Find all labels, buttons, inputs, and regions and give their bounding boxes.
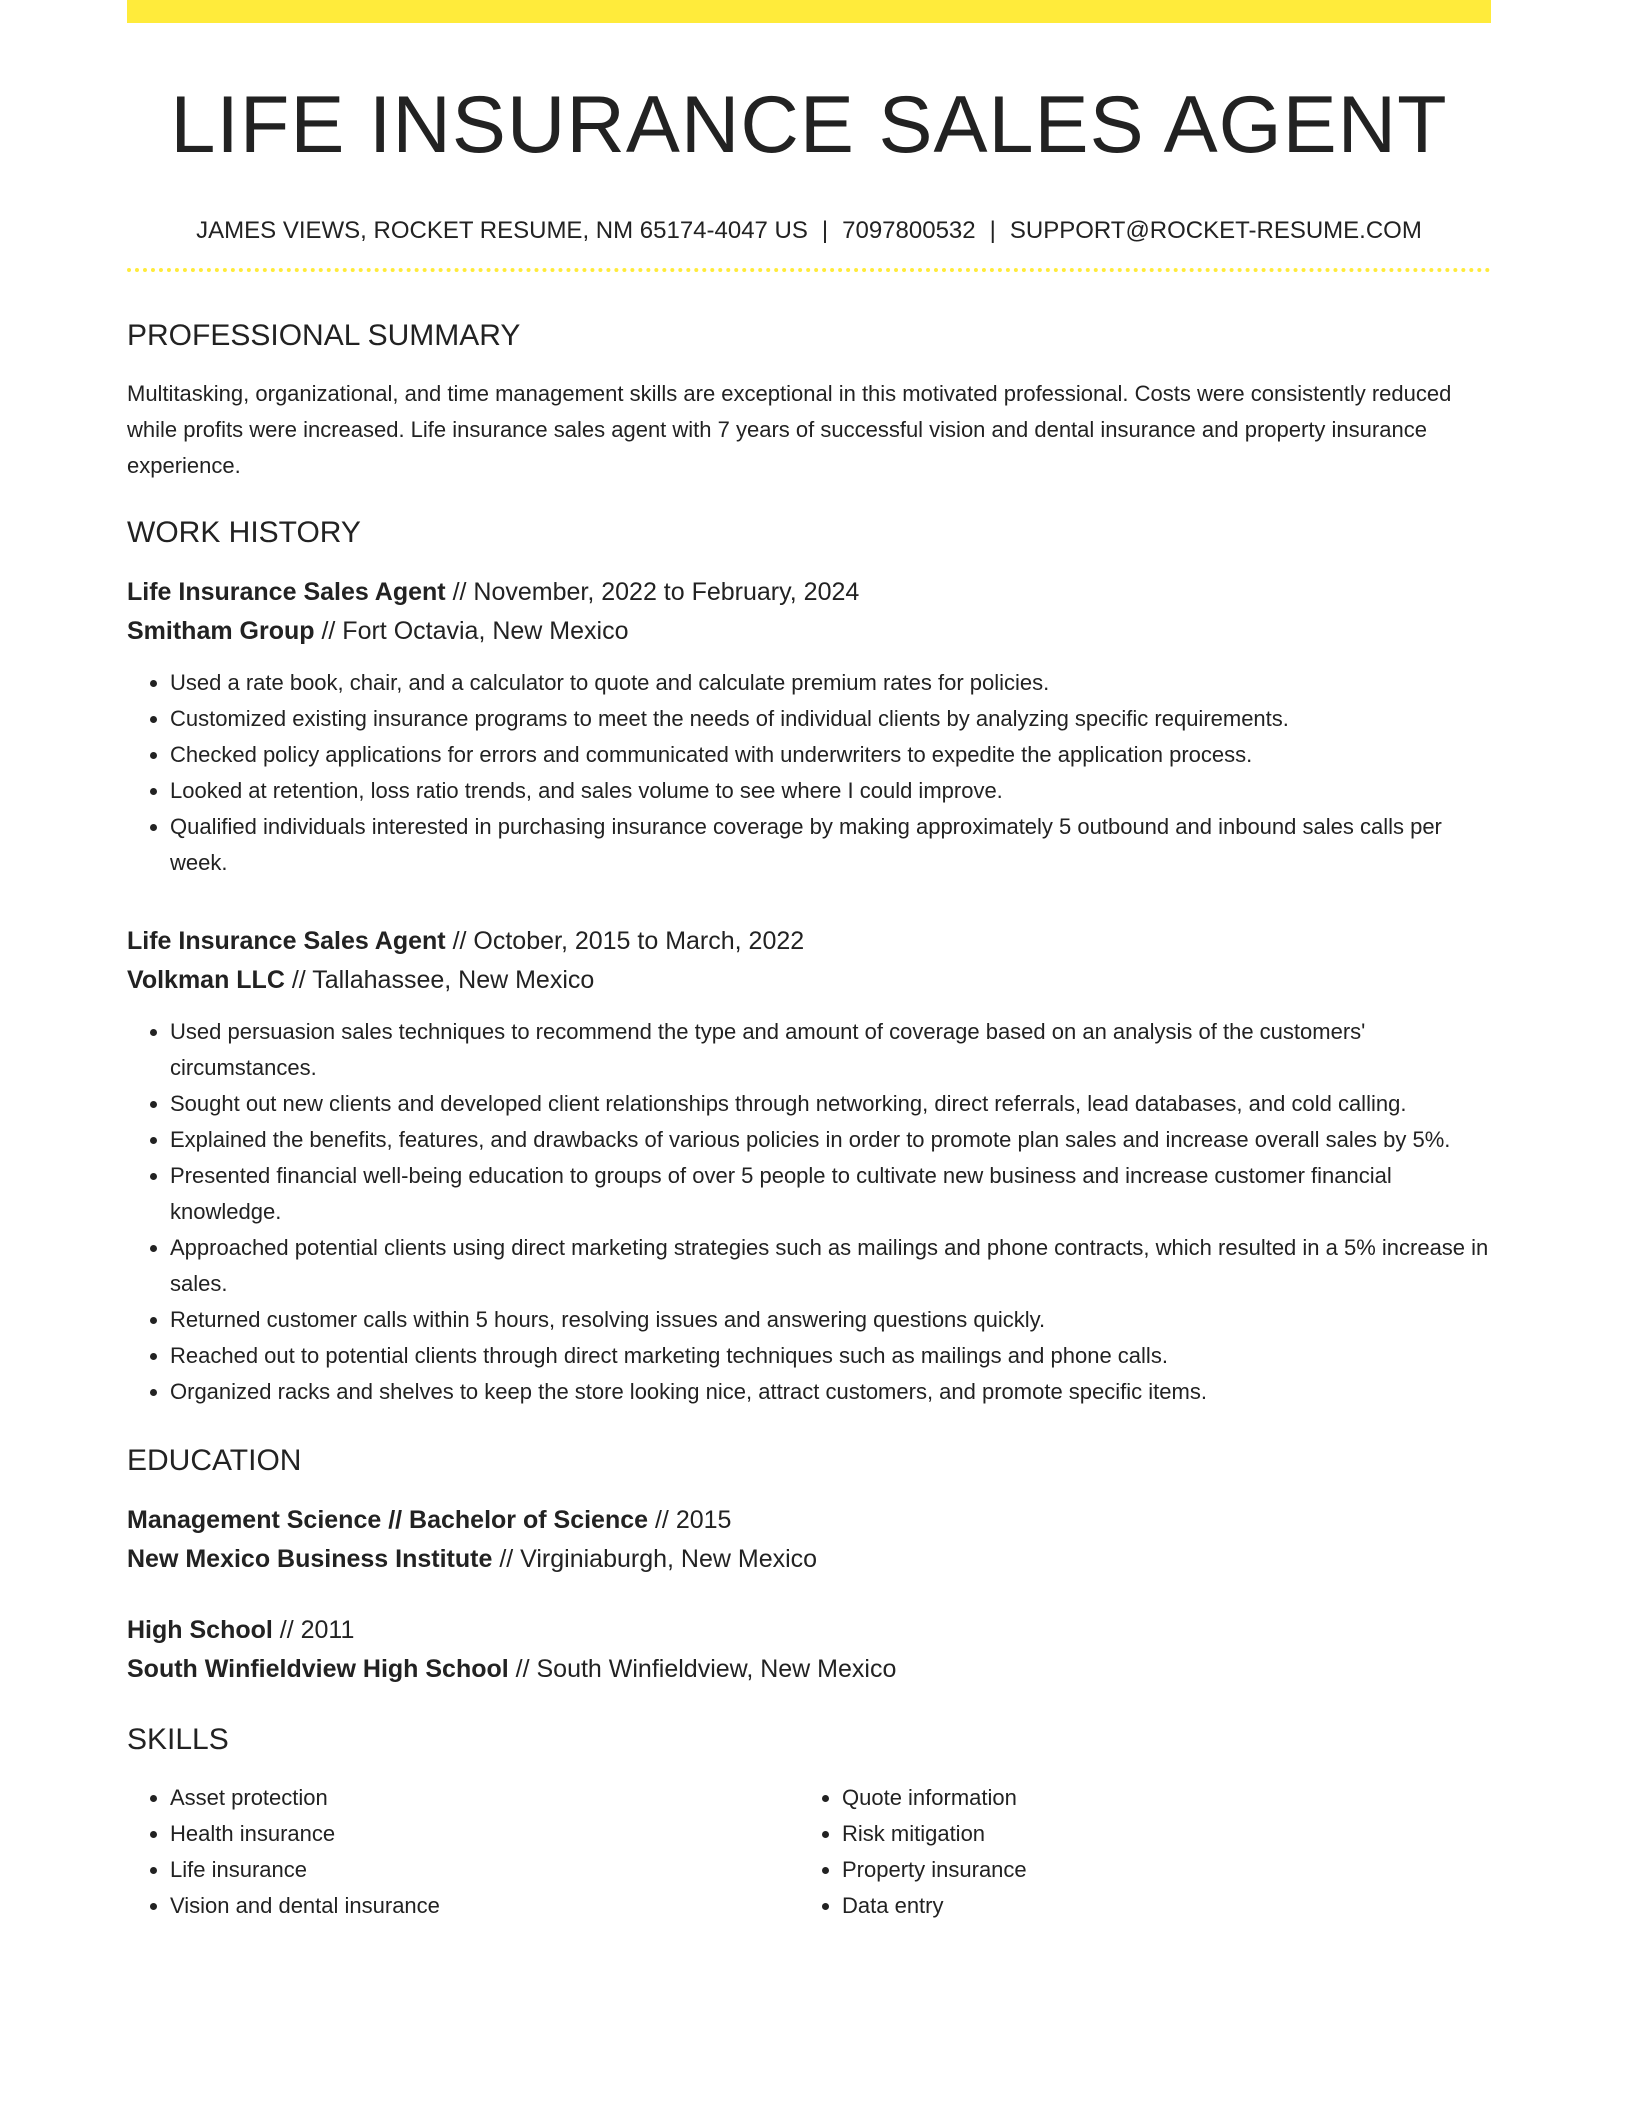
job-title: Life Insurance Sales Agent <box>127 577 446 606</box>
job-entry <box>127 573 1491 881</box>
education-year: // 2011 <box>272 1615 355 1644</box>
job-duty: • Customized existing insurance programs to meet the needs of individual clients by analyzing specific requirements. <box>170 701 1491 737</box>
skill-item: • Data entry <box>842 1888 1471 1924</box>
education-school-line <box>127 1650 1491 1689</box>
skill-item: • Risk mitigation <box>842 1816 1471 1852</box>
skill-item: • Quote information <box>842 1780 1471 1816</box>
contact-line <box>127 217 1491 246</box>
education-location: // South Winfieldview, New Mexico <box>508 1654 897 1683</box>
resume-page <box>127 0 1491 1924</box>
job-dates: // October, 2015 to March, 2022 <box>445 926 805 955</box>
education-school-line <box>127 1540 1491 1579</box>
education-degree: Management Science // Bachelor of Science <box>127 1505 649 1534</box>
job-location: // Fort Octavia, New Mexico <box>314 616 629 645</box>
contact-separator: | <box>821 217 829 244</box>
skills-list-right <box>799 1780 1471 1924</box>
job-location: // Tallahassee, New Mexico <box>284 965 595 994</box>
skill-item: • Life insurance <box>170 1852 799 1888</box>
accent-top-bar <box>127 0 1491 23</box>
job-title-line <box>127 922 1491 961</box>
job-duty: • Returned customer calls within 5 hours, resolving issues and answering questions quickly. <box>170 1302 1491 1338</box>
job-duty: • Explained the benefits, features, and drawbacks of various policies in order to promote plan sales and increase overall sales by 5%. <box>170 1122 1491 1158</box>
contact-address: JAMES VIEWS, ROCKET RESUME, NM 65174-4047 US <box>196 217 808 244</box>
skill-item: • Health insurance <box>170 1816 799 1852</box>
education-degree-line <box>127 1611 1491 1650</box>
work-history-heading: WORK HISTORY <box>127 515 361 549</box>
job-duty: • Qualified individuals interested in purchasing insurance coverage by making approximately 5 outbound and inbound sales calls per week. <box>170 809 1491 881</box>
job-duties-list <box>127 1014 1491 1410</box>
contact-separator: | <box>989 217 996 244</box>
job-duty: • Looked at retention, loss ratio trends, and sales volume to see where I could improve. <box>170 773 1491 809</box>
education-location: // Virginiaburgh, New Mexico <box>492 1544 818 1573</box>
job-duty: • Organized racks and shelves to keep the store looking nice, attract customers, and promote specific items. <box>170 1374 1491 1410</box>
job-title: Life Insurance Sales Agent <box>127 926 446 955</box>
job-duty: • Sought out new clients and developed client relationships through networking, direct referrals, lead databases, and cold calling. <box>170 1086 1491 1122</box>
education-school: New Mexico Business Institute <box>127 1544 493 1573</box>
education-degree-line <box>127 1501 1491 1540</box>
education-entry <box>127 1611 1491 1689</box>
job-entry <box>127 922 1491 1410</box>
skill-item: • Vision and dental insurance <box>170 1888 799 1924</box>
skills-columns <box>127 1780 1491 1924</box>
job-company-line <box>127 612 1491 651</box>
job-company: Volkman LLC <box>127 965 285 994</box>
skills-heading: SKILLS <box>127 1722 229 1756</box>
education-heading: EDUCATION <box>127 1443 302 1477</box>
education-entry <box>127 1501 1491 1579</box>
skill-item: • Property insurance <box>842 1852 1471 1888</box>
contact-phone: 7097800532 <box>842 217 976 244</box>
job-company-line <box>127 961 1491 1000</box>
job-duty: • Checked policy applications for errors and communicated with underwriters to expedite the application process. <box>170 737 1491 773</box>
job-duties-list <box>127 665 1491 881</box>
summary-text: Multitasking, organizational, and time management skills are exceptional in this motivated professional. Costs were consistently reduced while profits were increased. Life insurance sales agent with 7 years of successful vision and dental insurance and property insurance experience. <box>127 380 1452 478</box>
summary-heading: PROFESSIONAL SUMMARY <box>127 318 521 352</box>
job-company: Smitham Group <box>127 616 315 645</box>
contact-email: SUPPORT@ROCKET-RESUME.COM <box>1009 217 1422 244</box>
job-title-line <box>127 573 1491 612</box>
education-school: South Winfieldview High School <box>127 1654 509 1683</box>
education-year: // 2015 <box>648 1505 732 1534</box>
skill-item: • Asset protection <box>170 1780 799 1816</box>
job-duty: • Presented financial well-being education to groups of over 5 people to cultivate new business and increase customer financial knowledge. <box>170 1158 1491 1230</box>
job-dates: // November, 2022 to February, 2024 <box>445 577 860 606</box>
skills-list-left <box>127 1780 799 1924</box>
dotted-divider <box>127 268 1491 272</box>
job-duty: • Reached out to potential clients through direct marketing techniques such as mailings and phone calls. <box>170 1338 1491 1374</box>
job-duty: • Used persuasion sales techniques to recommend the type and amount of coverage based on an analysis of the customers' circumstances. <box>170 1014 1491 1086</box>
job-duty: • Used a rate book, chair, and a calculator to quote and calculate premium rates for policies. <box>170 665 1491 701</box>
resume-title: LIFE INSURANCE SALES AGENT <box>170 80 1448 170</box>
job-duty: • Approached potential clients using direct marketing strategies such as mailings and phone contracts, which resulted in a 5% increase in sales. <box>170 1230 1491 1302</box>
education-degree: High School <box>127 1615 273 1644</box>
